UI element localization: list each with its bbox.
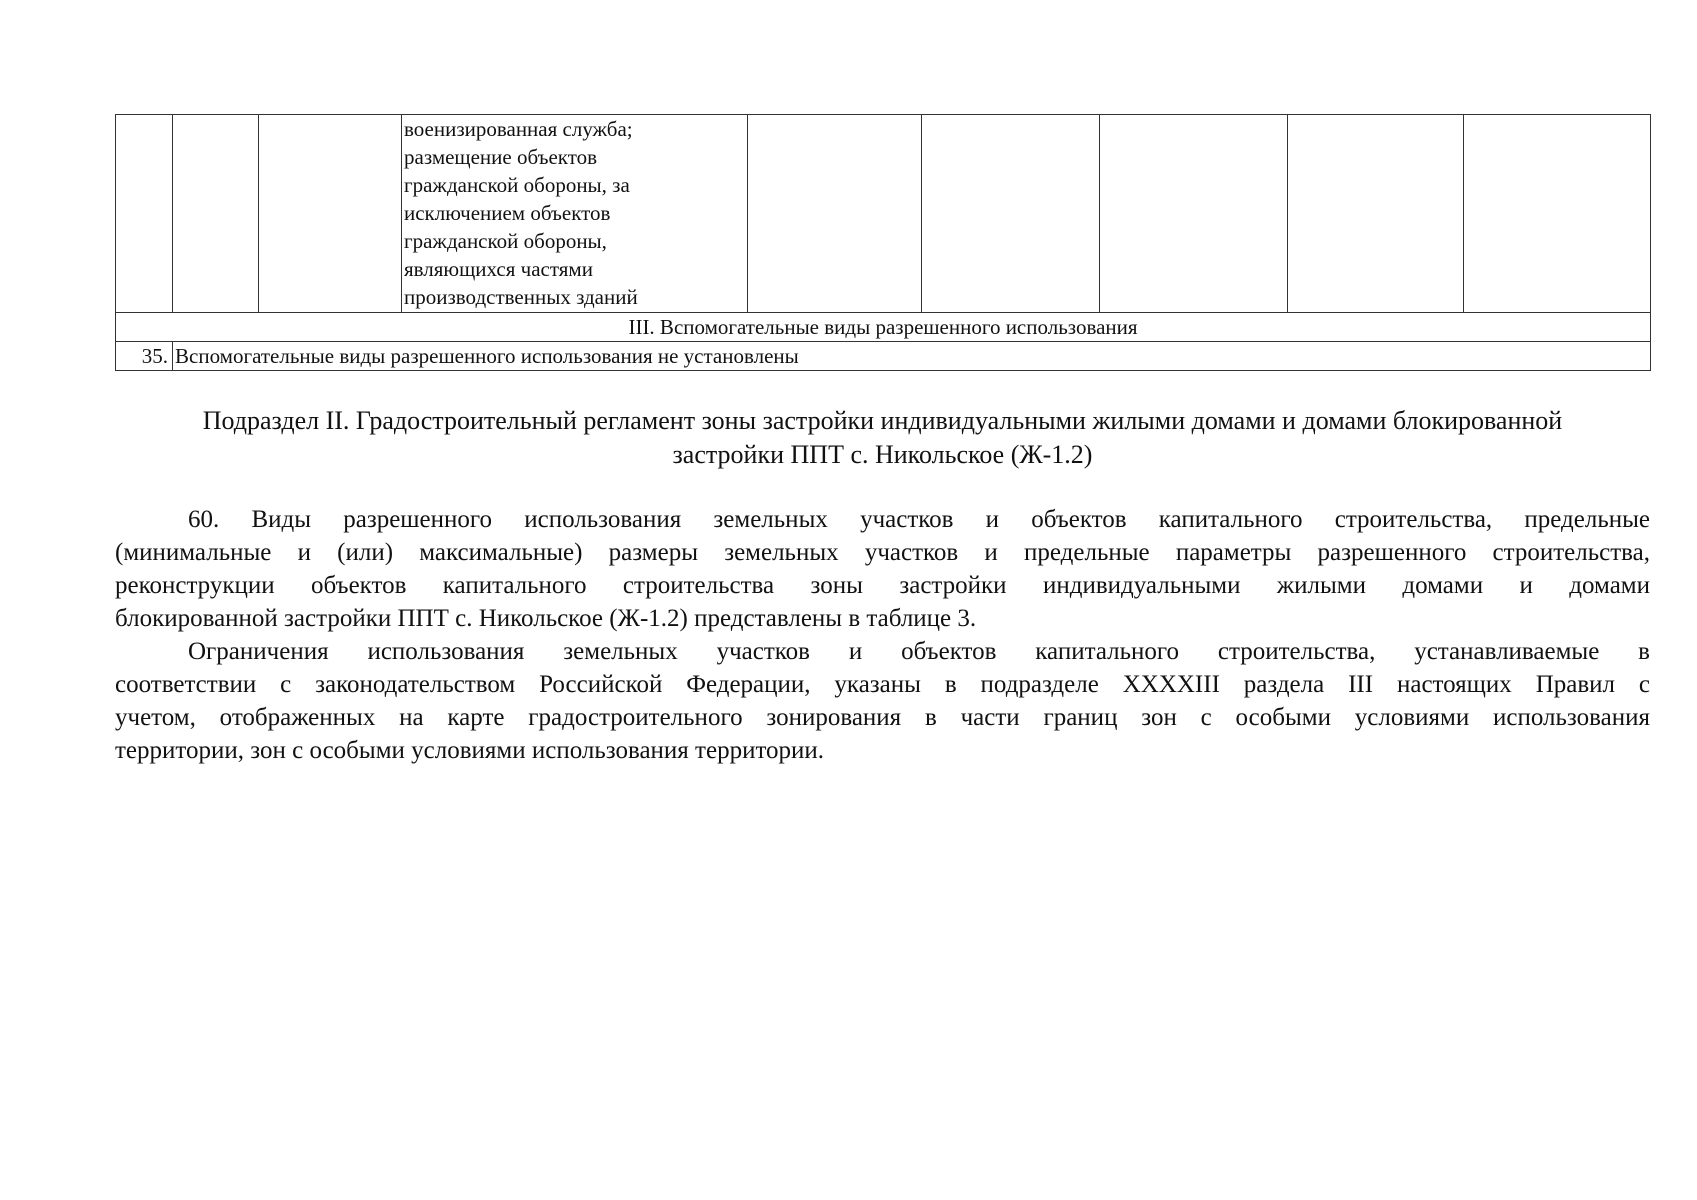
paragraph-line: соответствии с законодательством Российской Федерации, указаны в подразделе XXXXIII раздела III настоящих Правил с	[115, 671, 1650, 698]
table-cell-empty	[1464, 115, 1651, 313]
description-line: производственных зданий	[404, 285, 638, 309]
description-line: гражданской обороны,	[404, 229, 607, 253]
paragraph-line: Ограничения использования земельных участков и объектов капитального строительства, устанавливаемые в	[188, 638, 1650, 665]
table-cell-description	[402, 115, 748, 313]
table-cell-empty	[922, 115, 1100, 313]
table-cell-code	[173, 115, 259, 313]
table-cell-empty	[748, 115, 922, 313]
section-heading: III. Вспомогательные виды разрешенного использования	[116, 313, 1651, 342]
paragraph-line: 60. Виды разрешенного использования земельных участков и объектов капитального строительства, предельные	[188, 506, 1650, 533]
description-line: исключением объектов	[404, 201, 611, 225]
description-line: военизированная служба;	[404, 117, 633, 141]
table-row-section-heading	[116, 313, 1651, 342]
paragraph-line: территории, зон с особыми условиями использования территории.	[115, 737, 825, 764]
table-cell-empty	[1100, 115, 1288, 313]
table-cell-name	[259, 115, 402, 313]
subsection-title	[115, 404, 1650, 472]
description-line: являющихся частями	[404, 257, 593, 281]
row-text: Вспомогательные виды разрешенного использования не установлены	[173, 342, 1651, 371]
description-line: размещение объектов	[404, 145, 598, 169]
paragraph-line: блокированной застройки ППТ с. Никольское (Ж-1.2) представлены в таблице 3.	[115, 605, 977, 632]
paragraph-line: (минимальные и (или) максимальные) размеры земельных участков и предельные параметры разрешенного строительства,	[115, 539, 1650, 566]
table-cell-number	[116, 115, 173, 313]
paragraph-line: учетом, отображенных на карте градостроительного зонирования в части границ зон с особыми условиями использования	[115, 704, 1650, 731]
table-row-continued	[116, 115, 1651, 313]
description-line: гражданской обороны, за	[404, 173, 630, 197]
subsection-title-line: застройки ППТ с. Никольское (Ж-1.2)	[672, 440, 1093, 469]
paragraph-restrictions	[115, 635, 1650, 767]
paragraph-line: реконструкции объектов капитального строительства зоны застройки индивидуальными жилыми домами и домами	[115, 572, 1650, 599]
table-row-35	[116, 342, 1651, 371]
row-number: 35.	[116, 342, 173, 371]
subsection-title-line: Подраздел II. Градостроительный регламент зоны застройки индивидуальными жилыми домами и домами блокированной	[202, 406, 1563, 435]
table-cell-empty	[1288, 115, 1464, 313]
regulation-table	[115, 114, 1651, 371]
paragraph-60	[115, 503, 1650, 635]
